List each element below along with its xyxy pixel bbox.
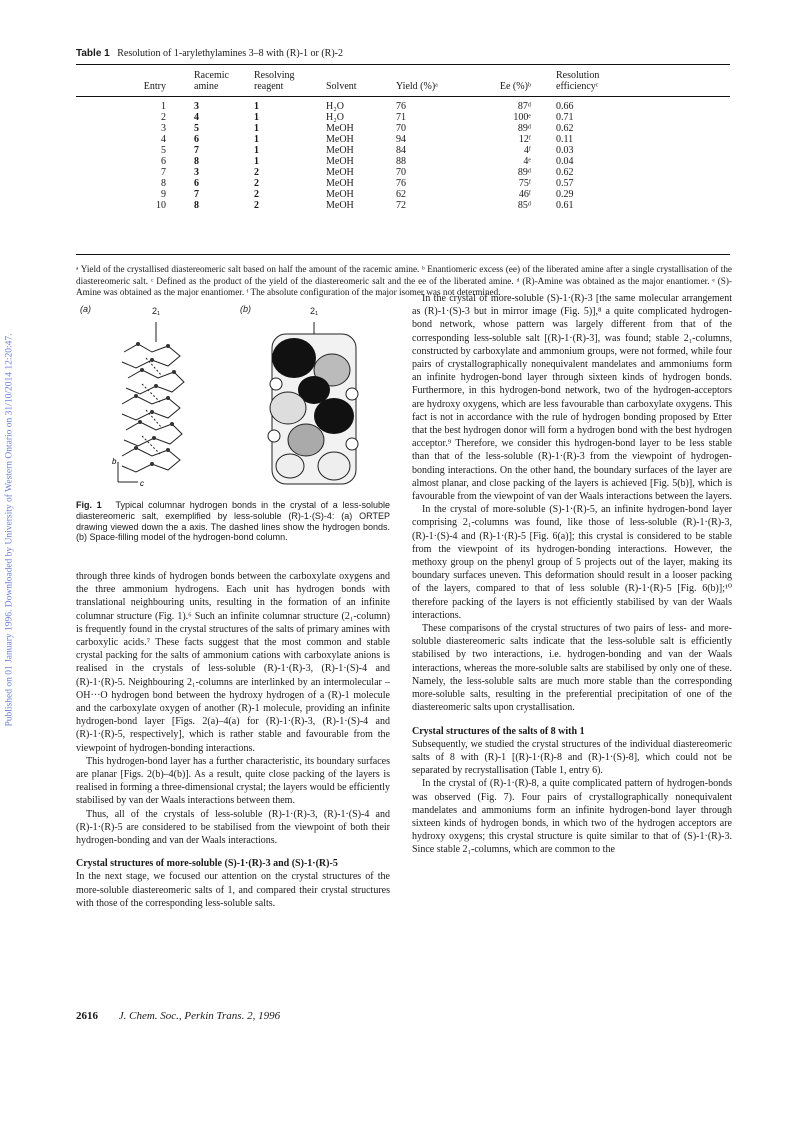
- table-row: [76, 156, 730, 167]
- left-column: [76, 570, 390, 910]
- paragraph: Thus, all of the crystals of less-soluble (R)-1·(R)-3, (R)-1·(S)-4 and (R)-1·(R)-5 are considered to be stabilised from the viewpoint of both their hydrogen-bonding and van der Waals interactions.: [76, 808, 390, 847]
- table-row: [76, 123, 730, 134]
- header-racemic-amine: Racemic amine: [194, 70, 229, 92]
- cell-yield: 88: [396, 156, 406, 167]
- cell-yield: 72: [396, 200, 406, 211]
- screw-axis-label-b: 2₁: [310, 306, 319, 316]
- cell-ee: 89ᵈ: [517, 167, 531, 178]
- cell-entry: 10: [156, 200, 166, 211]
- cell-efficiency: 0.66: [556, 101, 574, 112]
- cell-entry: 5: [161, 145, 166, 156]
- figure-1-caption: [76, 500, 390, 543]
- space-filling-model: [268, 334, 358, 484]
- header-resolving-reagent: Resolving reagent: [254, 70, 295, 92]
- table-caption: [76, 48, 343, 59]
- cell-ee: 4ᶠ: [523, 145, 531, 156]
- cell-solvent: MeOH: [326, 178, 354, 189]
- header-ee: Ee (%)ᵇ: [499, 81, 531, 92]
- figure-1-drawing: [76, 300, 390, 496]
- cell-ee: 4ᵉ: [523, 156, 531, 167]
- cell-efficiency: 0.29: [556, 189, 574, 200]
- paragraph: through three kinds of hydrogen bonds between the carboxylate oxygens and the three ammonium hydrogens. Each unit has hydrogen bonds with translational neighbouring units, resulting in the formation of an infinite columnar structure (Fig. 1).⁶ Such an infinite columnar structure (2₁-column) is frequently found in the crystal structures of the salts of primary amines with carboxylic acids.⁷ These facts suggest that the most common and stable crystal packing for the salts of ammonium cations with carboxylate anions is realised in the crystals of less-soluble (R)-1·(R)-3, (R)-1·(S)-4 and (R)-1·(R)-5. Neighbouring 2₁-columns are interlinked by an intermolecular –OH···O hydrogen bond between the hydroxy hydrogen of a (R)-1 molecule and the carboxylate oxygen of another (R)-1 molecule, providing an infinite hydrogen-bond layer [Figs. 2(a)–4(a) for (R)-1·(R)-3, (R)-1·(S)-4 and (R)-1·(R)-5, respectively], which is rather stable and favourable from the viewpoint of hydrogen-bonding interactions.: [76, 571, 390, 754]
- cell-amine: 8: [194, 156, 199, 167]
- cell-solvent: H₂O: [326, 101, 344, 112]
- cell-entry: 8: [161, 178, 166, 189]
- table-bottom-rule: [76, 254, 730, 255]
- header-entry: Entry: [143, 81, 166, 92]
- cell-ee: 46ᶠ: [518, 189, 531, 200]
- table-row: [76, 167, 730, 178]
- cell-ee: 85ᵈ: [517, 200, 531, 211]
- paragraph: In the crystal of more-soluble (S)-1·(R)-5, an infinite hydrogen-bond layer comprising 2₁-columns was found, like those of less-soluble (R)-1·(R)-3, (R)-1·(S)-4 and (R)-1·(R)-5 [Fig. 6(a)]; this crystal is considered to be stable from the viewpoint of its hydrogen-bonding interactions. However, the methoxy group on the phenyl group of 5 projects out of the layer, making its boundary surfaces uneven. This deformation should result in a looser packing of the layers, compared to that of less soluble (R)-1·(R)-5 [Fig. 6(b)];¹⁰ therefore packing of the layers is not efficiently stabilised by van der Waals interactions.: [412, 504, 732, 621]
- cell-entry: 1: [161, 101, 166, 112]
- cell-entry: 6: [161, 156, 166, 167]
- table-row: [76, 97, 730, 113]
- cell-solvent: MeOH: [326, 123, 354, 134]
- cell-yield: 76: [396, 101, 406, 112]
- cell-ee: 100ᵉ: [513, 112, 531, 123]
- figure-caption-text: Typical columnar hydrogen bonds in the crystal of a less-soluble diastereomeric salt, exemplified by less-soluble (R)-1·(S)-4: (a) ORTEP drawing viewed down the a axis. The dashed lines show the hydrogen bonds. (b) Space-filling model of the hydrogen-bond column.: [76, 500, 390, 543]
- cell-efficiency: 0.62: [556, 167, 574, 178]
- cell-entry: 3: [161, 123, 166, 134]
- cell-amine: 5: [194, 123, 199, 134]
- cell-entry: 2: [161, 112, 166, 123]
- page-footer: [76, 1010, 280, 1022]
- header-yield: Yield (%)ᵃ: [396, 81, 438, 92]
- header-solvent: Solvent: [326, 81, 357, 92]
- figure-label-a: (a): [80, 304, 91, 314]
- cell-reagent: 1: [254, 134, 259, 145]
- cell-efficiency: 0.71: [556, 112, 574, 123]
- paragraph: This hydrogen-bond layer has a further characteristic, its boundary surfaces are planar [Figs. 2(b)–4(b)]. As a result, quite close packing of the layers is realised in forming a three-dimensional crystal; the layers would be efficiently stabilised by van der Waals interactions between them.: [76, 755, 390, 807]
- cell-amine: 6: [194, 178, 199, 189]
- cell-amine: 8: [194, 200, 199, 211]
- cell-efficiency: 0.57: [556, 178, 574, 189]
- cell-solvent: MeOH: [326, 200, 354, 211]
- cell-reagent: 1: [254, 145, 259, 156]
- paragraph: In the next stage, we focused our attention on the crystal structures of the more-soluble diastereomeric salts of 1, and compared their crystal structures with those of the corresponding less-soluble salts.: [76, 871, 390, 909]
- cell-reagent: 2: [254, 200, 259, 211]
- download-notice-text: Published on 01 January 1996. Downloaded by University of Western Ontario on 31/10/2014 12:20:47.: [4, 333, 15, 727]
- figure-caption-label: Fig. 1: [76, 500, 102, 510]
- paragraph: In the crystal of (R)-1·(R)-8, a quite complicated pattern of hydrogen-bonds was observed (Fig. 7). Four pairs of crystallographically nonequivalent mandelates and ammoniums form an infinite hydrogen-bond layer through sixteen kinds of hydrogen bonds, in which two of the hydrogen acceptors are hydroxy oxygens; this crystal structure is quite similar to that of (S)-1·(R)-3. Since stable 2₁-columns, which are common to the: [412, 778, 732, 856]
- cell-ee: 87ᵈ: [517, 101, 531, 112]
- cell-reagent: 2: [254, 189, 259, 200]
- axis-c-label: c: [140, 479, 144, 488]
- table-row: [76, 178, 730, 189]
- paragraph: Subsequently, we studied the crystal structures of the individual diastereomeric salts of 8 with (R)-1 [(R)-1·(R)-8 and (R)-1·(S)-8], which could not be separated by recrystallisation (Table 1, entry 6).: [412, 738, 732, 777]
- cell-ee: 12ᶠ: [518, 134, 531, 145]
- table-footnotes: ᵃ Yield of the crystallised diastereomeric salt based on half the amount of the racemic amine. ᵇ Enantiomeric excess (ee) of the liberated amine after a single crystallisation of the diastereomeric salt. ᶜ Defined as the product of the yield of the diastereomeric salt and the ee of the liberated amine. ᵈ (R)-Amine was obtained as the major enantiomer. ᵉ (S)-Amine was obtained as the major enantiomer. ᶠ The absolute configuration of the major isomer was not determined.: [76, 264, 732, 298]
- cell-entry: 7: [161, 167, 166, 178]
- cell-amine: 7: [194, 189, 199, 200]
- cell-amine: 6: [194, 134, 199, 145]
- cell-yield: 70: [396, 123, 406, 134]
- journal-citation: J. Chem. Soc., Perkin Trans. 2, 1996: [118, 1010, 281, 1022]
- cell-reagent: 1: [254, 156, 259, 167]
- cell-solvent: MeOH: [326, 189, 354, 200]
- section-heading: Crystal structures of more-soluble (S)-1·(R)-3 and (S)-1·(R)-5: [76, 858, 338, 870]
- cell-yield: 94: [396, 134, 406, 145]
- right-column: [412, 292, 732, 857]
- cell-amine: 4: [194, 112, 199, 123]
- cell-reagent: 1: [254, 101, 259, 112]
- cell-yield: 76: [396, 178, 406, 189]
- cell-reagent: 2: [254, 178, 259, 189]
- ortep-column: [122, 322, 184, 472]
- cell-yield: 71: [396, 112, 406, 123]
- download-notice: [2, 130, 16, 930]
- cell-yield: 84: [396, 145, 406, 156]
- page-number: 2616: [76, 1010, 98, 1022]
- cell-solvent: MeOH: [326, 134, 354, 145]
- cell-solvent: MeOH: [326, 167, 354, 178]
- cell-entry: 4: [161, 134, 166, 145]
- cell-efficiency: 0.04: [556, 156, 574, 167]
- table-body: [76, 97, 730, 212]
- table-row: [76, 134, 730, 145]
- axis-b-label: b: [112, 457, 117, 466]
- figure-1: [76, 300, 390, 500]
- cell-efficiency: 0.62: [556, 123, 574, 134]
- cell-yield: 62: [396, 189, 406, 200]
- paragraph: These comparisons of the crystal structures of two pairs of less- and more-soluble diastereomeric salts indicate that the less-soluble salt is efficiently stabilised by two interactions, i.e. hydrogen-bonding and van der Waals interactions, whereas the more-soluble salts are stabilised by only one of these. Namely, the less-soluble salts are much more stable than the corresponding more-soluble salts, resulting in the preferential precipitation of one of the diastereomeric salts upon crystallisation.: [412, 623, 732, 714]
- cell-amine: 3: [194, 101, 199, 112]
- cell-entry: 9: [161, 189, 166, 200]
- table-title: Resolution of 1-arylethylamines 3–8 with (R)-1 or (R)-2: [117, 48, 344, 59]
- paragraph: In the crystal of more-soluble (S)-1·(R)-3 [the same molecular arrangement as (R)-1·(S)-3 but in mirror image (Fig. 5)],⁸ a quite complicated hydrogen-bond network, whose pattern was largely different from that of the corresponding less-soluble salt [(R)-1·(R)-3], was found; stable 2₁-columns, constructed by carboxylate and ammonium groups, were not formed, while four pairs of crystallographically nonequivalent mandelates and ammoniums form an infinite hydrogen-bond layer through sixteen kinds of hydrogen bonds. Furthermore, in this hydrogen-bond network, two of the hydrogen-acceptors are hydroxy oxygens, which are less favourable than carboxylate oxygens. This fact is not in accordance with the rule of hydrogen bonding proposed by Etter that the best hydrogen donor will form a hydrogen bond with the best hydrogen acceptor.⁹ Therefore, we consider this hydrogen-bond layer to be less stable than that of the less-soluble (R)-1·(R)-3 from the viewpoint of hydrogen-bonding interactions. On the other hand, the boundary surfaces of the layer are almost planar, and close packing of the layers is achieved [Fig. 5(b)], which is favourable from the viewpoint of van der Waals interactions between the layers.: [412, 293, 733, 503]
- cell-efficiency: 0.61: [556, 200, 574, 211]
- cell-reagent: 2: [254, 167, 259, 178]
- table-row: [76, 200, 730, 211]
- table-row: [76, 112, 730, 123]
- cell-efficiency: 0.11: [556, 134, 574, 145]
- figure-label-b: (b): [240, 304, 251, 314]
- table-top-rule: [76, 64, 730, 65]
- cell-yield: 70: [396, 167, 406, 178]
- section-heading: Crystal structures of the salts of 8 with 1: [412, 725, 585, 737]
- screw-axis-label-a: 2₁: [152, 306, 161, 316]
- cell-solvent: MeOH: [326, 145, 354, 156]
- cell-solvent: H₂O: [326, 112, 344, 123]
- cell-amine: 3: [194, 167, 199, 178]
- cell-ee: 89ᵈ: [517, 123, 531, 134]
- header-efficiency: Resolution efficiencyᶜ: [556, 70, 600, 92]
- table-row: [76, 189, 730, 200]
- resolution-table: [76, 68, 730, 211]
- cell-ee: 75ᶠ: [518, 178, 531, 189]
- cell-solvent: MeOH: [326, 156, 354, 167]
- table-header-row: [76, 68, 730, 92]
- cell-reagent: 1: [254, 112, 259, 123]
- cell-efficiency: 0.03: [556, 145, 574, 156]
- table-label: Table 1: [76, 48, 110, 59]
- cell-reagent: 1: [254, 123, 259, 134]
- cell-amine: 7: [194, 145, 199, 156]
- table-row: [76, 145, 730, 156]
